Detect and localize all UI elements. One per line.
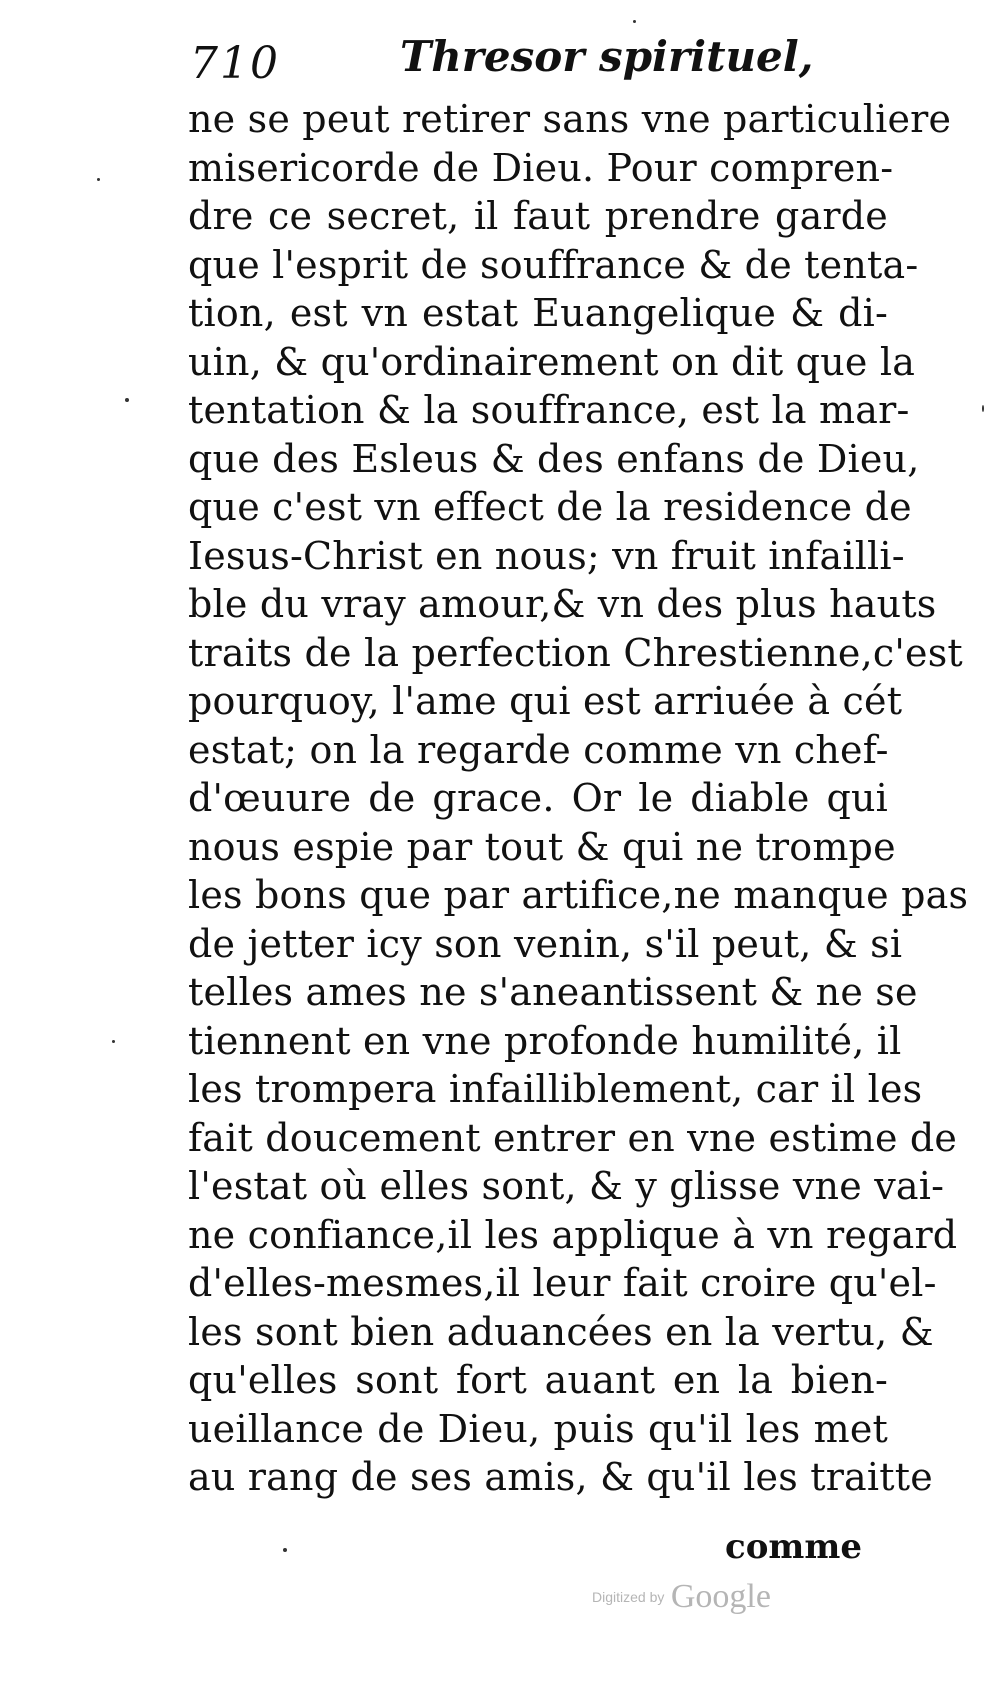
ink-speck [97, 178, 100, 181]
ink-speck [283, 1548, 287, 1552]
text-line: telles ames ne s'aneantissent & ne se [188, 970, 918, 1014]
text-line: uin, & qu'ordinairement on dit que la [188, 339, 916, 384]
text-line: traits de la perfection Chrestienne,c'est [188, 630, 963, 675]
text-line: que c'est vn effect de la residence de [188, 485, 912, 529]
text-line: de jetter icy son venin, s'il peut, & si [188, 921, 903, 966]
text-line: tion, est vn estat Euangelique & di- [188, 291, 888, 335]
text-line: estat; on la regarde comme vn chef- [188, 727, 889, 772]
text-line: ne se peut retirer sans vne particuliere [188, 97, 952, 141]
digitization-watermark [592, 1578, 771, 1616]
catchword: comme [725, 1527, 862, 1567]
ink-speck [125, 398, 129, 402]
text-line: tentation & la souffrance, est la mar- [188, 388, 910, 432]
page-number: 710 [190, 38, 280, 89]
text-line: pourquoy, l'ame qui est arriuée à cét [188, 679, 903, 723]
text-line: d'elles-mesmes,il leur fait croire qu'el- [188, 1261, 937, 1305]
text-line: misericorde de Dieu. Pour compren- [188, 145, 894, 190]
text-line: les trompera infailliblement, car il les [188, 1067, 923, 1111]
text-line: ble du vray amour,& vn des plus hauts [188, 582, 937, 626]
watermark-brand: Google [670, 1578, 771, 1615]
text-line: dre ce secret, il faut prendre garde [188, 194, 888, 238]
page-header [190, 30, 890, 90]
watermark-prefix: Digitized by [592, 1589, 665, 1605]
text-line: que l'esprit de souffrance & de tenta- [188, 242, 919, 287]
text-line: ne confiance,il les applique à vn regard [188, 1212, 958, 1257]
text-line: d'œuure de grace. Or le diable qui [188, 776, 888, 820]
text-line: les bons que par artifice,ne manque pas [188, 873, 969, 917]
text-line: tiennent en vne profonde humilité, il [188, 1018, 902, 1063]
text-line: nous espie par tout & qui ne trompe [188, 824, 896, 869]
body-text [188, 95, 969, 1502]
text-line: au rang de ses amis, & qu'il les traitte [188, 1455, 933, 1499]
ink-speck [633, 20, 636, 23]
text-line: Iesus-Christ en nous; vn fruit infailli- [188, 533, 905, 578]
ink-speck [982, 405, 984, 412]
running-head: Thresor spirituel, [400, 32, 814, 81]
text-line: que des Esleus & des enfans de Dieu, [188, 436, 920, 481]
text-line: les sont bien aduancées en la vertu, & [188, 1309, 934, 1354]
text-line: qu'elles sont fort auant en la bien- [188, 1358, 888, 1402]
text-line: ueillance de Dieu, puis qu'il les met [188, 1406, 888, 1451]
ink-speck [112, 1040, 115, 1043]
text-line: l'estat où elles sont, & y glisse vne vai- [188, 1164, 945, 1208]
text-line: fait doucement entrer en vne estime de [188, 1115, 958, 1160]
